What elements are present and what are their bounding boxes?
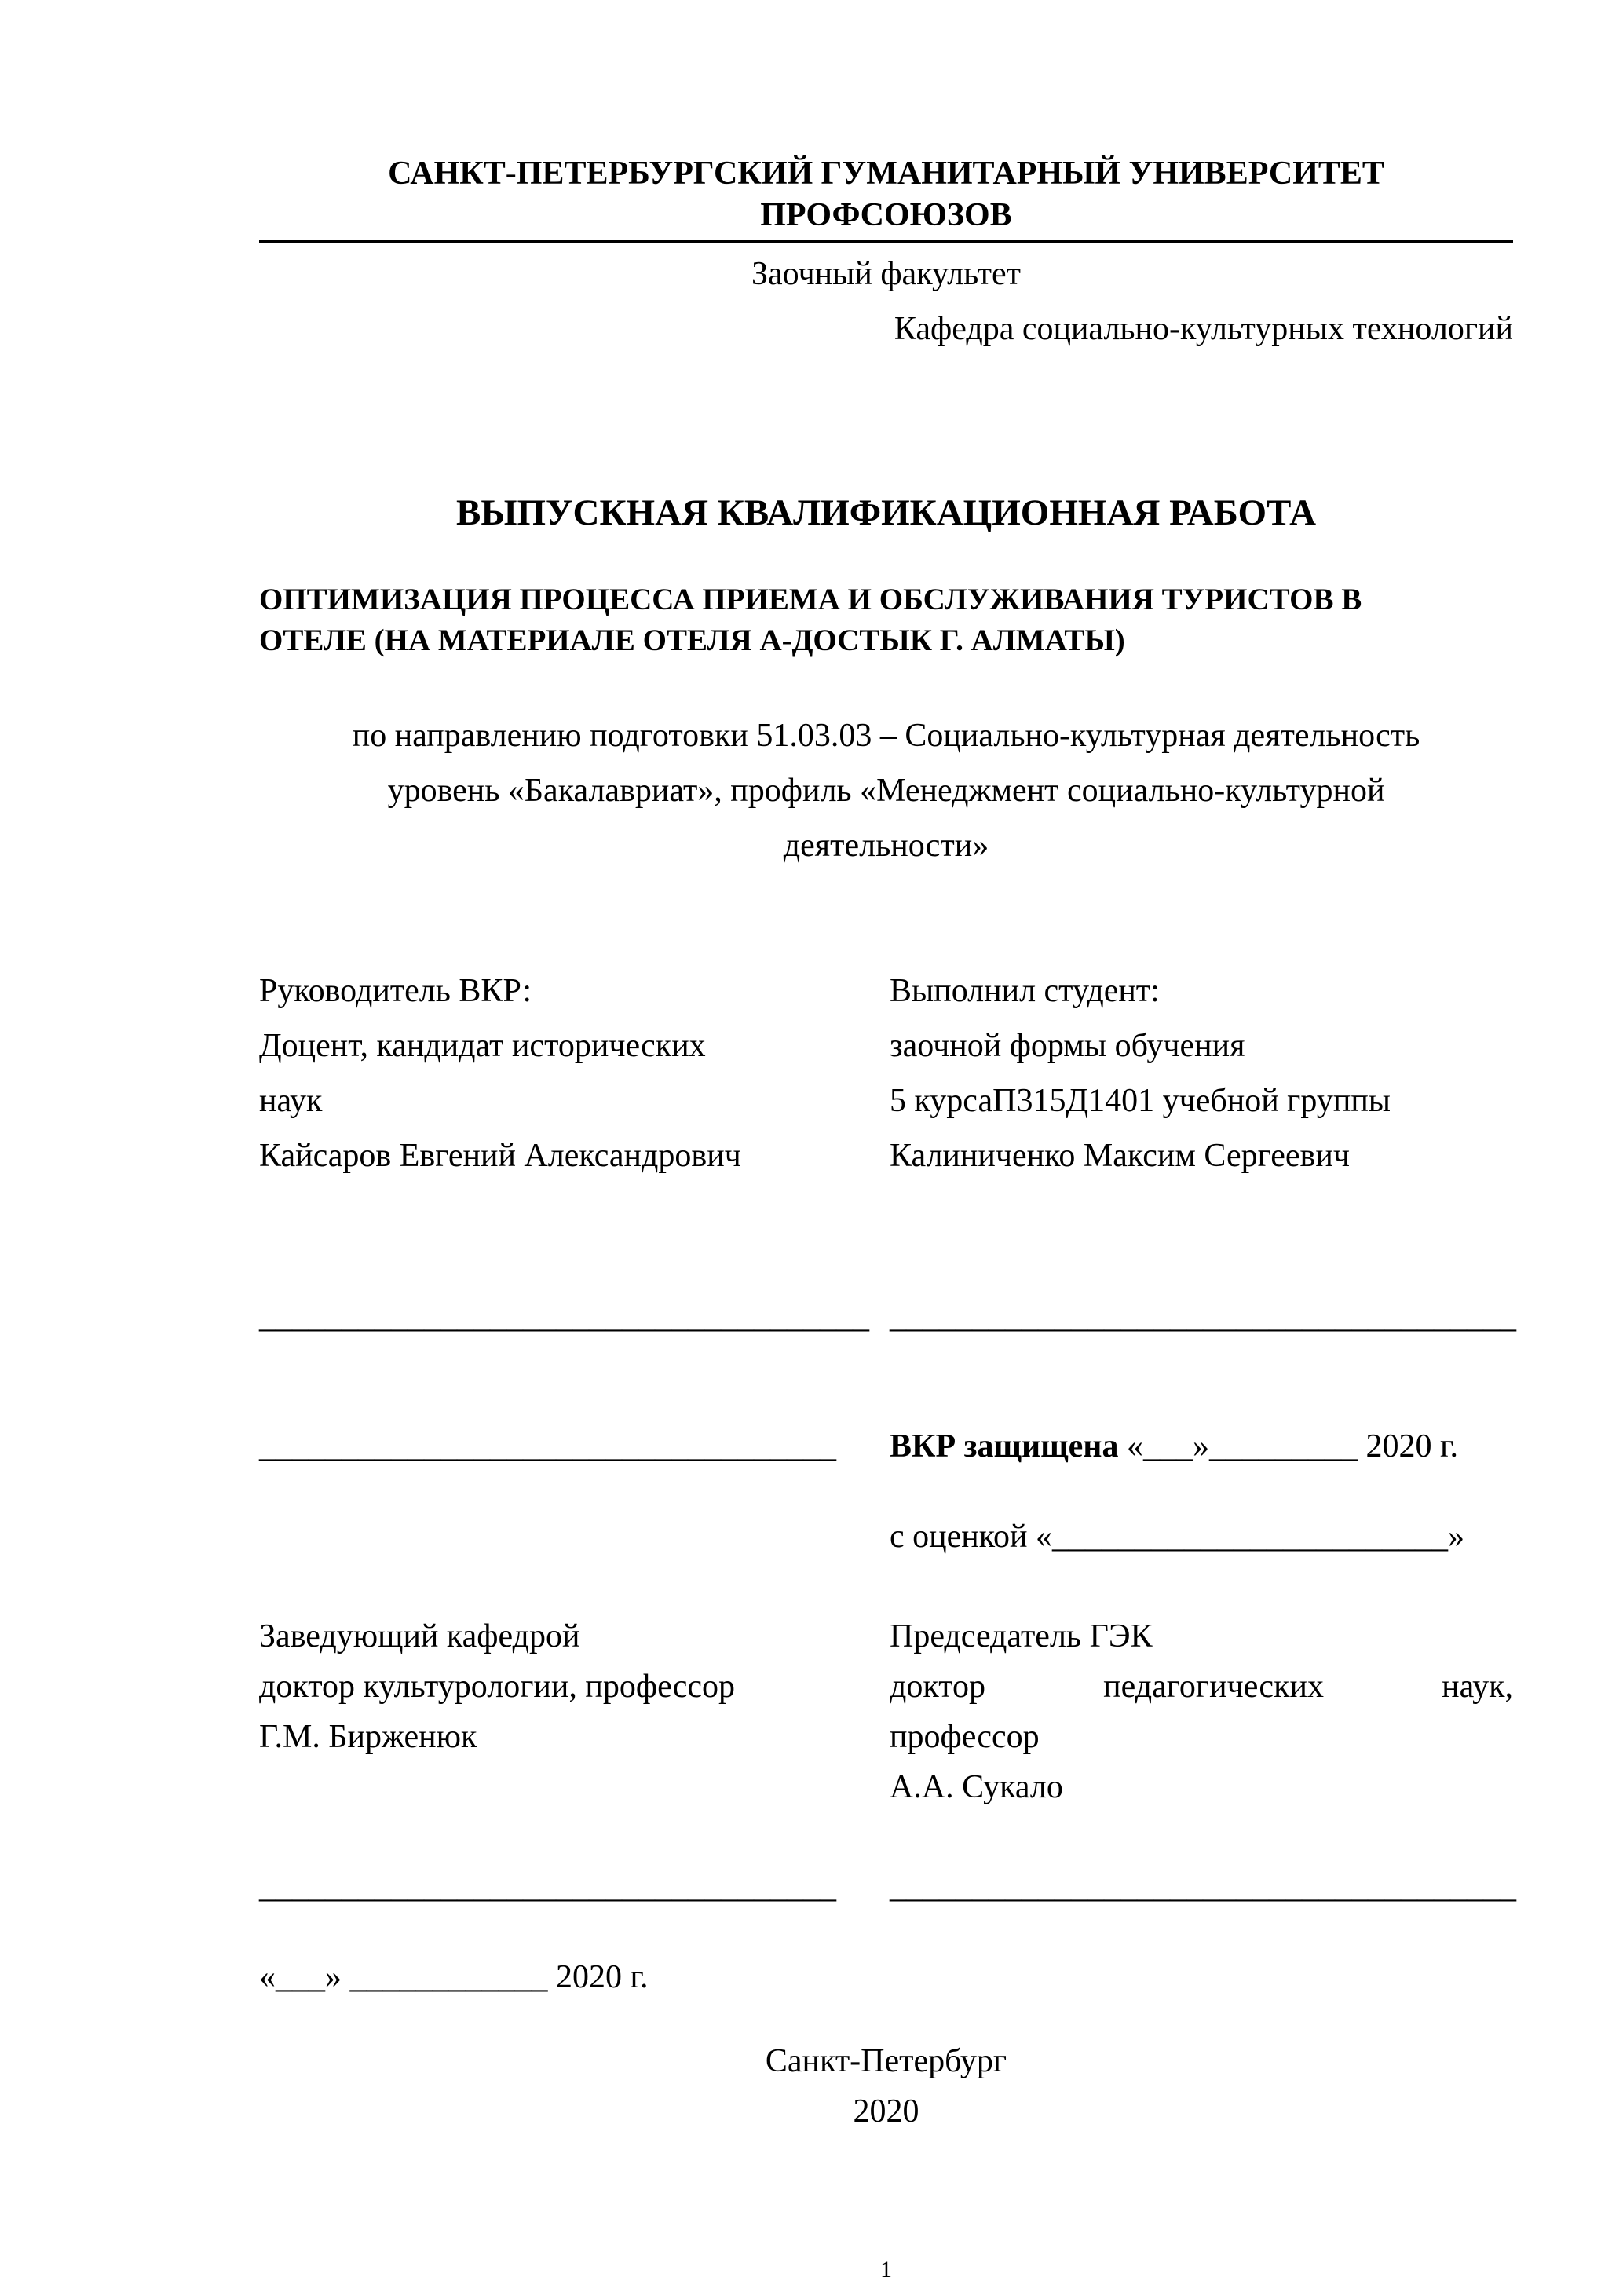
supervisor-label: Руководитель ВКР: xyxy=(259,973,532,1009)
defense-label: ВКР защищена xyxy=(890,1428,1119,1464)
department-name: Кафедра социально-культурных технологий xyxy=(894,311,1513,347)
defense-date-line xyxy=(890,1419,1513,1474)
thesis-title-line-1: ОПТИМИЗАЦИЯ ПРОЦЕССА ПРИЕМА И ОБСЛУЖИВАНИЯ ТУРИСТОВ В xyxy=(259,583,1362,616)
city-name: Санкт-Петербург xyxy=(765,2043,1007,2079)
supervisor-signature-line: _____________________________________ xyxy=(259,1299,869,1335)
student-block xyxy=(890,963,1513,1183)
people-section xyxy=(259,963,1513,1183)
thesis-title-line-2: ОТЕЛЕ (НА МАТЕРИАЛЕ ОТЕЛЯ А-ДОСТЫК Г. АЛМАТЫ) xyxy=(259,623,1125,657)
program-line-1: по направлению подготовки 51.03.03 – Социально-культурная деятельность xyxy=(352,718,1420,754)
thesis-title xyxy=(259,579,1513,661)
head-of-department-name: Г.М. Бирженюк xyxy=(259,1719,477,1755)
head-of-department-title: Заведующий кафедрой xyxy=(259,1618,580,1654)
student-name: Калиниченко Максим Сергеевич xyxy=(890,1138,1350,1174)
gek-signature-line: ______________________________________ xyxy=(890,1869,1516,1905)
defense-blank: «___»_________ 2020 г. xyxy=(1118,1428,1458,1464)
supervisor-degree-line-2: наук xyxy=(259,1083,323,1119)
head-of-department-degree: доктор культурологии, профессор xyxy=(259,1669,736,1705)
program-line-2: уровень «Бакалавриат», профиль «Менеджмент социально-культурной xyxy=(387,773,1385,809)
gek-chair-rank: профессор xyxy=(890,1719,1040,1755)
signature-line-2: ___________________________________ xyxy=(259,1428,836,1464)
student-info-line-2: 5 курсаП315Д1401 учебной группы xyxy=(890,1083,1391,1119)
grade-row-spacer xyxy=(259,1509,890,1564)
gek-chair-degree: доктор педагогических наук, xyxy=(890,1669,1513,1705)
grade-row xyxy=(259,1509,1513,1564)
head-of-department-block xyxy=(259,1611,890,1812)
signature-row-3 xyxy=(259,1859,1516,1914)
gek-chair-block xyxy=(890,1611,1513,1812)
officials-section xyxy=(259,1611,1513,1812)
gek-chair-name: А.А. Сукало xyxy=(890,1769,1063,1805)
year: 2020 xyxy=(853,2093,919,2130)
work-type-heading: ВЫПУСКНАЯ КВАЛИФИКАЦИОННАЯ РАБОТА xyxy=(455,492,1317,533)
grade-line: с оценкой «________________________» xyxy=(890,1519,1464,1555)
faculty-name: Заочный факультет xyxy=(751,256,1022,292)
supervisor-name: Кайсаров Евгений Александрович xyxy=(259,1138,741,1174)
page-number: 1 xyxy=(880,2257,892,2283)
signature-row-2 xyxy=(259,1419,1513,1474)
supervisor-degree-line-1: Доцент, кандидат исторических xyxy=(259,1028,706,1064)
program-line-3: деятельности» xyxy=(783,828,989,864)
gek-chair-title: Председатель ГЭК xyxy=(890,1618,1153,1654)
date-line: «___» ____________ 2020 г. xyxy=(259,1959,649,1995)
university-name: САНКТ-ПЕТЕРБУРГСКИЙ ГУМАНИТАРНЫЙ УНИВЕРСИТЕТ ПРОФСОЮЗОВ xyxy=(259,153,1513,243)
signature-row-1 xyxy=(259,1289,1516,1344)
student-info-line-1: заочной формы обучения xyxy=(890,1028,1245,1064)
head-signature-line: ___________________________________ xyxy=(259,1869,836,1905)
program-info xyxy=(259,708,1513,873)
student-label: Выполнил студент: xyxy=(890,973,1160,1009)
student-signature-line: ______________________________________ xyxy=(890,1299,1516,1335)
supervisor-block xyxy=(259,963,890,1183)
